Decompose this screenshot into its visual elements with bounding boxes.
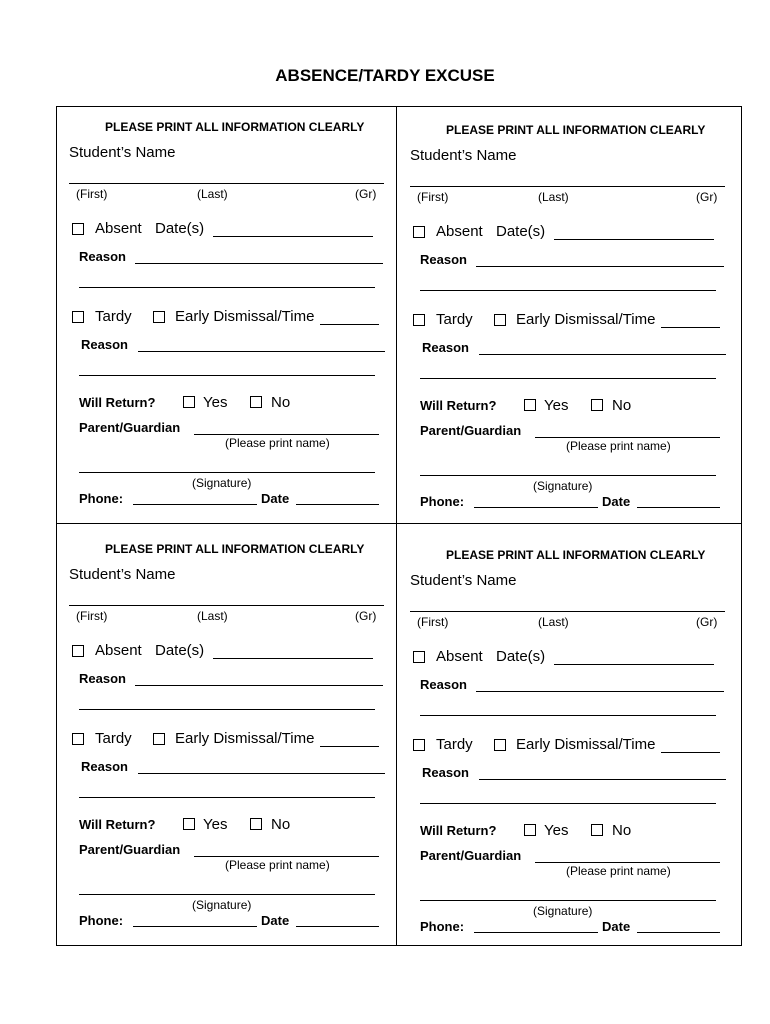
early-dismissal-checkbox[interactable]	[494, 314, 506, 326]
first-name-caption: (First)	[417, 190, 449, 204]
dates-label: Date(s)	[155, 220, 205, 237]
phone-label: Phone:	[79, 913, 124, 928]
grade-caption: (Gr)	[696, 615, 718, 629]
dates-label: Date(s)	[496, 223, 546, 240]
yes-checkbox[interactable]	[524, 399, 536, 411]
phone-label: Phone:	[79, 491, 124, 506]
parent-guardian-label: Parent/Guardian	[420, 423, 522, 438]
early-dismissal-label: Early Dismissal/Time	[175, 730, 315, 747]
early-dismissal-time-line[interactable]	[320, 746, 379, 747]
yes-checkbox[interactable]	[183, 818, 195, 830]
no-label: No	[271, 394, 291, 411]
tardy-reason-line-2[interactable]	[79, 797, 375, 798]
grade-caption: (Gr)	[355, 187, 377, 201]
will-return-label: Will Return?	[420, 823, 497, 838]
date-line[interactable]	[296, 504, 379, 505]
yes-label: Yes	[203, 394, 228, 411]
absent-reason-line-2[interactable]	[420, 290, 716, 291]
signature-caption: (Signature)	[192, 898, 252, 912]
no-label: No	[612, 822, 632, 839]
no-checkbox[interactable]	[250, 396, 262, 408]
absent-checkbox[interactable]	[72, 223, 84, 235]
last-name-caption: (Last)	[538, 615, 569, 629]
please-print-name-caption: (Please print name)	[225, 436, 330, 450]
date-line[interactable]	[296, 926, 379, 927]
absent-reason-line-2[interactable]	[79, 287, 375, 288]
phone-line[interactable]	[474, 507, 598, 508]
tardy-reason-label: Reason	[81, 759, 128, 774]
absent-label: Absent	[95, 220, 142, 237]
dates-line[interactable]	[213, 658, 373, 659]
no-checkbox[interactable]	[591, 824, 603, 836]
dates-line[interactable]	[554, 664, 714, 665]
student-name-label: Student’s Name	[69, 566, 176, 583]
signature-caption: (Signature)	[533, 479, 593, 493]
date-label: Date	[261, 491, 290, 506]
phone-label: Phone:	[420, 494, 465, 509]
absent-reason-line[interactable]	[135, 685, 383, 686]
tardy-label: Tardy	[436, 736, 473, 753]
tardy-checkbox[interactable]	[413, 739, 425, 751]
tardy-checkbox[interactable]	[72, 733, 84, 745]
parent-guardian-line[interactable]	[535, 862, 720, 863]
student-name-line[interactable]	[69, 183, 384, 184]
first-name-caption: (First)	[417, 615, 449, 629]
form-title: ABSENCE/TARDY EXCUSE	[275, 66, 495, 85]
please-print-name-caption: (Please print name)	[566, 439, 671, 453]
student-name-label: Student’s Name	[410, 572, 517, 589]
early-dismissal-checkbox[interactable]	[494, 739, 506, 751]
tardy-reason-line-2[interactable]	[79, 375, 375, 376]
tardy-checkbox[interactable]	[413, 314, 425, 326]
student-name-label: Student’s Name	[69, 144, 176, 161]
absent-reason-line-2[interactable]	[420, 715, 716, 716]
early-dismissal-time-line[interactable]	[320, 324, 379, 325]
parent-guardian-line[interactable]	[535, 437, 720, 438]
date-line[interactable]	[637, 932, 720, 933]
date-line[interactable]	[637, 507, 720, 508]
grid-horizontal-divider	[56, 523, 742, 524]
absent-label: Absent	[436, 223, 483, 240]
absent-reason-line[interactable]	[476, 266, 724, 267]
yes-label: Yes	[544, 822, 569, 839]
excuse-card-top-left	[56, 106, 396, 516]
student-name-line[interactable]	[410, 186, 725, 187]
early-dismissal-label: Early Dismissal/Time	[516, 311, 656, 328]
card-header: PLEASE PRINT ALL INFORMATION CLEARLY	[446, 548, 706, 562]
tardy-reason-label: Reason	[422, 340, 469, 355]
early-dismissal-checkbox[interactable]	[153, 733, 165, 745]
no-label: No	[612, 397, 632, 414]
absent-checkbox[interactable]	[413, 226, 425, 238]
dates-line[interactable]	[213, 236, 373, 237]
last-name-caption: (Last)	[197, 609, 228, 623]
student-name-label: Student’s Name	[410, 147, 517, 164]
absent-reason-label: Reason	[420, 252, 467, 267]
tardy-reason-line[interactable]	[479, 354, 726, 355]
tardy-checkbox[interactable]	[72, 311, 84, 323]
parent-guardian-label: Parent/Guardian	[420, 848, 522, 863]
early-dismissal-label: Early Dismissal/Time	[175, 308, 315, 325]
yes-checkbox[interactable]	[524, 824, 536, 836]
first-name-caption: (First)	[76, 187, 108, 201]
excuse-card-bottom-left	[56, 528, 396, 938]
absent-label: Absent	[95, 642, 142, 659]
date-label: Date	[602, 494, 631, 509]
will-return-label: Will Return?	[420, 398, 497, 413]
last-name-caption: (Last)	[538, 190, 569, 204]
absent-label: Absent	[436, 648, 483, 665]
will-return-label: Will Return?	[79, 817, 156, 832]
phone-line[interactable]	[133, 504, 257, 505]
student-name-line[interactable]	[69, 605, 384, 606]
absent-reason-label: Reason	[79, 671, 126, 686]
dates-line[interactable]	[554, 239, 714, 240]
grade-caption: (Gr)	[355, 609, 377, 623]
first-name-caption: (First)	[76, 609, 108, 623]
last-name-caption: (Last)	[197, 187, 228, 201]
card-header: PLEASE PRINT ALL INFORMATION CLEARLY	[446, 123, 706, 137]
dates-label: Date(s)	[155, 642, 205, 659]
grade-caption: (Gr)	[696, 190, 718, 204]
yes-checkbox[interactable]	[183, 396, 195, 408]
no-checkbox[interactable]	[591, 399, 603, 411]
parent-guardian-label: Parent/Guardian	[79, 420, 181, 435]
absent-reason-label: Reason	[420, 677, 467, 692]
tardy-reason-line[interactable]	[138, 351, 385, 352]
tardy-reason-label: Reason	[81, 337, 128, 352]
signature-line[interactable]	[420, 900, 716, 901]
card-header: PLEASE PRINT ALL INFORMATION CLEARLY	[105, 120, 365, 134]
absent-reason-line-2[interactable]	[79, 709, 375, 710]
tardy-label: Tardy	[95, 730, 132, 747]
early-dismissal-label: Early Dismissal/Time	[516, 736, 656, 753]
absent-reason-line[interactable]	[476, 691, 724, 692]
parent-guardian-line[interactable]	[194, 434, 379, 435]
please-print-name-caption: (Please print name)	[566, 864, 671, 878]
excuse-card-bottom-right	[397, 534, 737, 944]
excuse-card-top-right	[397, 109, 737, 519]
phone-line[interactable]	[133, 926, 257, 927]
tardy-label: Tardy	[95, 308, 132, 325]
signature-line[interactable]	[79, 472, 375, 473]
absent-reason-line[interactable]	[135, 263, 383, 264]
yes-label: Yes	[544, 397, 569, 414]
tardy-label: Tardy	[436, 311, 473, 328]
tardy-reason-line[interactable]	[479, 779, 726, 780]
parent-guardian-label: Parent/Guardian	[79, 842, 181, 857]
signature-line[interactable]	[420, 475, 716, 476]
early-dismissal-time-line[interactable]	[661, 327, 720, 328]
student-name-line[interactable]	[410, 611, 725, 612]
no-checkbox[interactable]	[250, 818, 262, 830]
will-return-label: Will Return?	[79, 395, 156, 410]
date-label: Date	[261, 913, 290, 928]
tardy-reason-label: Reason	[422, 765, 469, 780]
absent-checkbox[interactable]	[72, 645, 84, 657]
signature-caption: (Signature)	[192, 476, 252, 490]
card-header: PLEASE PRINT ALL INFORMATION CLEARLY	[105, 542, 365, 556]
phone-label: Phone:	[420, 919, 465, 934]
parent-guardian-line[interactable]	[194, 856, 379, 857]
signature-caption: (Signature)	[533, 904, 593, 918]
dates-label: Date(s)	[496, 648, 546, 665]
tardy-reason-line-2[interactable]	[420, 803, 716, 804]
early-dismissal-checkbox[interactable]	[153, 311, 165, 323]
date-label: Date	[602, 919, 631, 934]
early-dismissal-time-line[interactable]	[661, 752, 720, 753]
yes-label: Yes	[203, 816, 228, 833]
please-print-name-caption: (Please print name)	[225, 858, 330, 872]
tardy-reason-line[interactable]	[138, 773, 385, 774]
absent-reason-label: Reason	[79, 249, 126, 264]
phone-line[interactable]	[474, 932, 598, 933]
tardy-reason-line-2[interactable]	[420, 378, 716, 379]
absent-checkbox[interactable]	[413, 651, 425, 663]
no-label: No	[271, 816, 291, 833]
signature-line[interactable]	[79, 894, 375, 895]
